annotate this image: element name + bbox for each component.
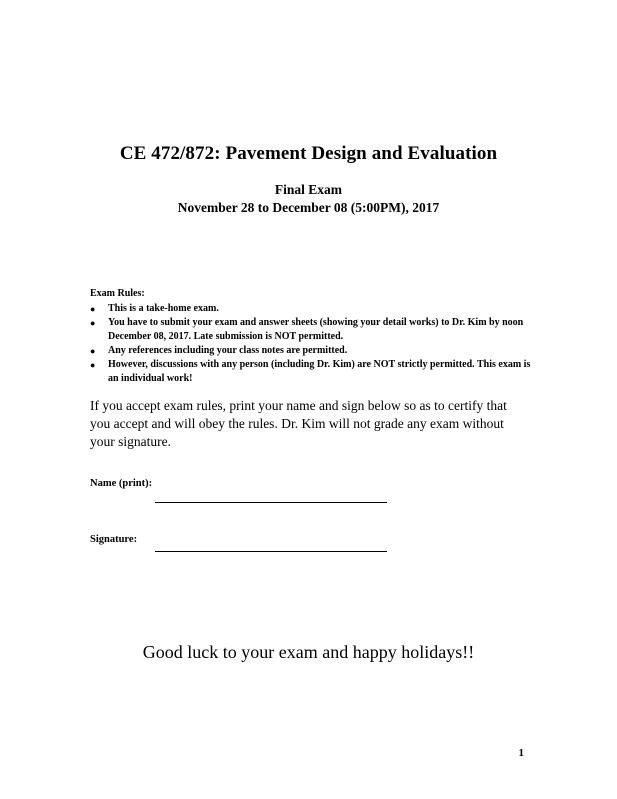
signature-label: Signature: [90,534,138,545]
name-print-label: Name (print): [90,478,153,489]
rule-text: However, discussions with any person (including Dr. Kim) are NOT strictly permitted. This exam is an individual work! [108,359,531,384]
closing-message: Good luck to your exam and happy holidays!! [142,642,475,662]
exam-rules-heading: Exam Rules: [90,288,145,299]
rule-item [90,358,540,386]
page-number: 1 [518,747,524,759]
rule-text: This is a take-home exam. [108,303,219,314]
signature-line[interactable] [155,551,387,552]
bullet-icon: ● [90,304,96,314]
bullet-icon: ● [90,346,96,356]
bullet-icon: ● [90,360,96,370]
exam-dates: November 28 to December 08 (5:00PM), 2017 [177,200,440,215]
rule-text: Any references including your class notes are permitted. [108,345,348,356]
bullet-icon: ● [90,318,96,328]
exam-rules-list [90,302,540,386]
name-print-line[interactable] [155,502,387,503]
certification-statement: If you accept exam rules, print your name and sign below so as to certify that you accept and will obey the rules. Dr. Kim will not grade any exam without your signature. [90,398,507,449]
exam-name: Final Exam [274,182,343,197]
rule-text: You have to submit your exam and answer sheets (showing your detail works) to Dr. Kim by noon December 08, 2017. Late submission is NOT permitted. [108,317,524,342]
course-title: CE 472/872: Pavement Design and Evaluation [119,143,498,164]
rule-item [90,316,540,344]
rule-item [90,344,540,358]
exam-rules-section [90,287,540,386]
rule-item [90,302,540,316]
